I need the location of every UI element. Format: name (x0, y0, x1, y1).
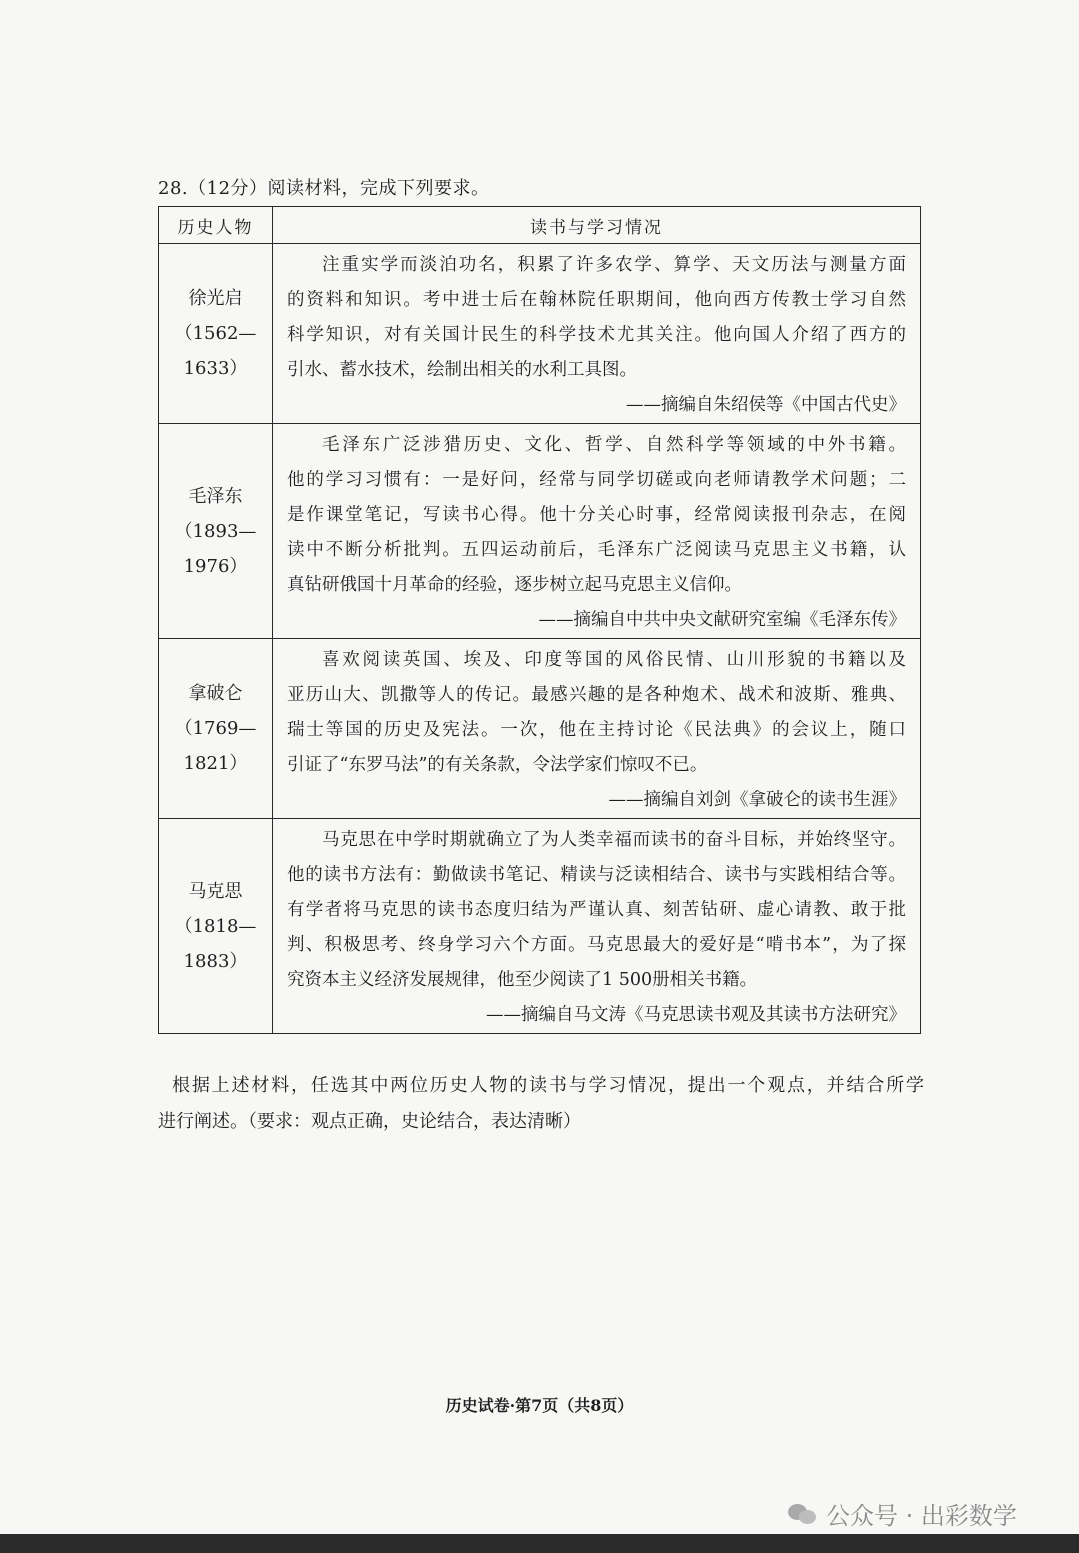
question-title: 28.（12分）阅读材料，完成下列要求。 (158, 178, 490, 199)
person-years: 1821） (183, 753, 248, 774)
person-years: （1769— (174, 718, 257, 739)
person-cell (159, 244, 273, 424)
header-reading: 读书与学习情况 (273, 207, 921, 244)
paragraph-line: 真钻研俄国十月革命的经验，逐步树立起马克思主义信仰。 (287, 575, 742, 595)
paragraph-line: 毛泽东广泛涉猎历史、文化、哲学、自然科学等领域的中外书籍。 (322, 435, 906, 455)
table-row (159, 639, 921, 819)
source-citation: ——摘编自朱绍侯等《中国古代史》 (626, 395, 906, 415)
person-years: 1883） (183, 950, 248, 972)
person-years: （1893— (174, 520, 257, 542)
paragraph-line: 有学者将马克思的读书态度归结为严谨认真、刻苦钻研、虚心请教、敢于批 (287, 900, 906, 920)
person-cell (159, 639, 273, 819)
paragraph-line: 究资本主义经济发展规律，他至少阅读了1 500册相关书籍。 (287, 970, 758, 990)
paragraph-line: 科学知识，对有关国计民生的科学技术尤其关注。他向国人介绍了西方的 (287, 325, 906, 345)
person-years: （1562— (174, 323, 257, 344)
paragraph-line: 判、积极思考、终身学习六个方面。马克思最大的爱好是“啃书本”，为了探 (287, 935, 906, 955)
paragraph-line: 的资料和知识。考中进士后在翰林院任职期间，他向西方传教士学习自然 (287, 290, 906, 310)
watermark-text: 公众号 · 出彩数学 (826, 1502, 1017, 1530)
paragraph-line: 亚历山大、凯撒等人的传记。最感兴趣的是各种炮术、战术和波斯、雅典、 (287, 685, 906, 705)
source-citation: ——摘编自马文涛《马克思读书观及其读书方法研究》 (486, 1005, 906, 1025)
wechat-icon (788, 1502, 818, 1526)
person-name: 毛泽东 (188, 485, 243, 507)
paragraph-line: 瑞士等国的历史及宪法。一次，他在主持讨论《民法典》的会议上，随口 (287, 720, 906, 740)
source-citation: ——摘编自刘剑《拿破仑的读书生涯》 (608, 790, 906, 810)
person-years: （1818— (174, 915, 257, 937)
bottom-edge (0, 1534, 1079, 1553)
person-cell (159, 424, 273, 639)
person-years: 1976） (183, 555, 248, 577)
paragraph-line: 他的学习习惯有：一是好问，经常与同学切磋或向老师请教学术问题；二 (287, 470, 906, 490)
table-row (159, 424, 921, 639)
person-name: 马克思 (188, 880, 243, 902)
table-row (159, 244, 921, 424)
person-years: 1633） (183, 358, 248, 379)
paragraph-line: 读中不断分析批判。五四运动前后，毛泽东广泛阅读马克思主义书籍，认 (287, 540, 906, 560)
reading-cell (273, 639, 921, 819)
prompt-line: 根据上述材料，任选其中两位历史人物的读书与学习情况，提出一个观点，并结合所学 (172, 1075, 924, 1096)
watermark (788, 1496, 1017, 1531)
paragraph-line: 他的读书方法有：勤做读书笔记、精读与泛读相结合、读书与实践相结合等。 (287, 865, 906, 885)
person-name: 拿破仑 (188, 683, 243, 704)
person-name: 徐光启 (188, 288, 243, 309)
paragraph-line: 引证了“东罗马法”的有关条款，令法学家们惊叹不已。 (287, 755, 708, 775)
table-row (159, 819, 921, 1034)
paragraph-line: 喜欢阅读英国、埃及、印度等国的风俗民情、山川形貌的书籍以及 (322, 650, 906, 670)
paragraph-line: 是作课堂笔记，写读书心得。他十分关心时事，经常阅读报刊杂志，在阅 (287, 505, 906, 525)
person-cell (159, 819, 273, 1034)
paragraph-line: 马克思在中学时期就确立了为人类幸福而读书的奋斗目标，并始终坚守。 (322, 830, 906, 850)
source-citation: ——摘编自中共中央文献研究室编《毛泽东传》 (538, 610, 906, 630)
materials-table (158, 206, 921, 1034)
reading-cell (273, 819, 921, 1034)
page-footer: 历史试卷·第7页（共8页） (445, 1396, 634, 1415)
question-prompt (158, 1068, 924, 1140)
reading-cell (273, 424, 921, 639)
prompt-line: 进行阐述。（要求：观点正确，史论结合，表达清晰） (158, 1111, 581, 1132)
header-person: 历史人物 (159, 207, 273, 244)
table-header-row (159, 207, 921, 244)
reading-cell (273, 244, 921, 424)
paragraph-line: 注重实学而淡泊功名，积累了许多农学、算学、天文历法与测量方面 (322, 255, 906, 275)
paragraph-line: 引水、蓄水技术，绘制出相关的水利工具图。 (287, 360, 637, 380)
